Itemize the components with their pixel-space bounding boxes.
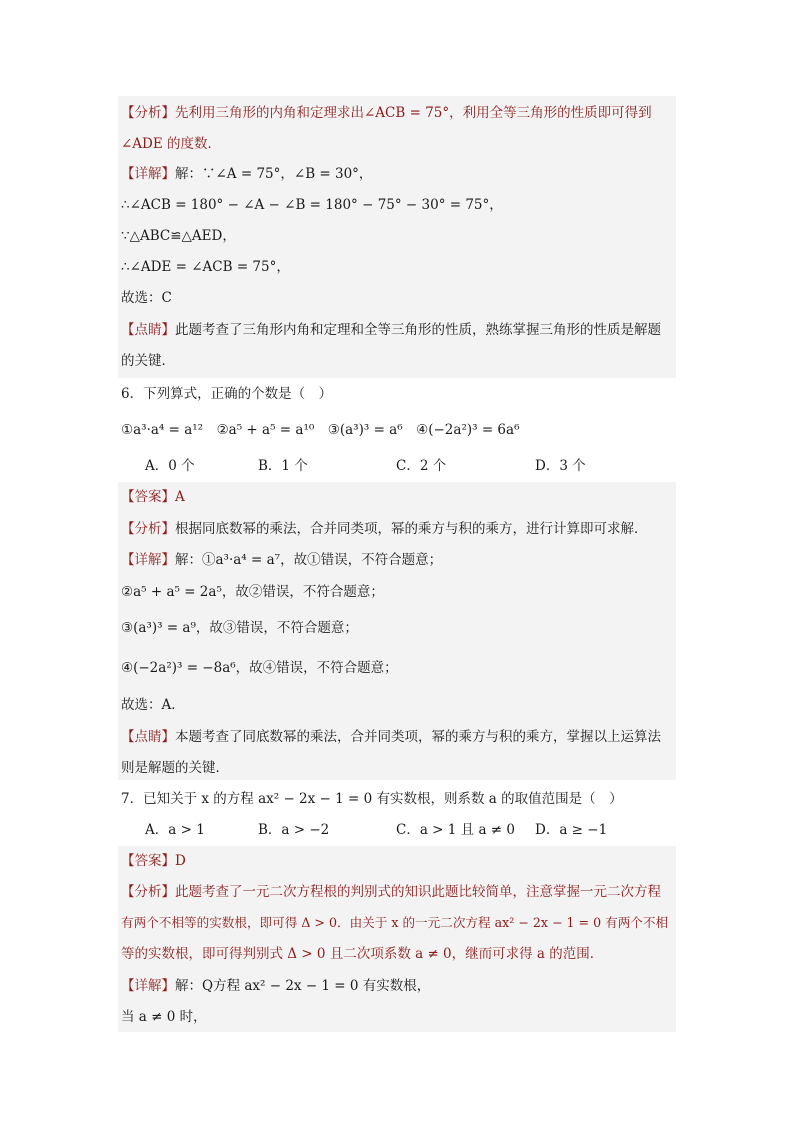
q5-detail-line-2: ∴∠ACB = 180° − ∠A − ∠B = 180° − 75° − 30° = 75°，: [121, 197, 503, 213]
q5-choice: 故选：C: [121, 290, 172, 306]
analysis-tag: 【分析】: [121, 884, 175, 900]
q6-comment-line-1: [121, 727, 661, 747]
q6-detail-text-1: 解：①a³·a⁴ = a⁷，故①错误，不符合题意；: [175, 552, 443, 568]
q7-option-b: B．a > −2: [258, 822, 330, 838]
q6-stem: 6．下列算式，正确的个数是（ ）: [121, 386, 333, 402]
q5-detail-text-1: 解：∵∠A = 75°，∠B = 30°，: [175, 166, 373, 182]
q5-analysis-line-2: ∠ADE 的度数．: [121, 136, 222, 152]
q7-detail-line-1: [121, 976, 430, 996]
q5-comment-line-2: 的关键．: [121, 353, 175, 369]
q7-stem: 7．已知关于 x 的方程 ax² − 2x − 1 = 0 有实数根，则系数 a 的取值范围是（ ）: [121, 791, 623, 807]
comment-tag: 【点睛】: [121, 322, 175, 338]
answer-tag: 【答案】: [121, 489, 175, 505]
q5-analysis-text-1: 先利用三角形的内角和定理求出∠ACB = 75°，利用全等三角形的性质即可得到: [175, 105, 652, 121]
q7-solution-block: [118, 846, 676, 1032]
q7-option-d: D．a ≥ −1: [535, 822, 608, 838]
q6-option-a: A．0 个: [145, 458, 195, 474]
q7-detail-line-2: 当 a ≠ 0 时，: [121, 1009, 207, 1025]
detail-tag: 【详解】: [121, 978, 175, 994]
q5-comment-text-1: 此题考查了三角形内角和定理和全等三角形的性质，熟练掌握三角形的性质是解题: [175, 322, 661, 338]
q6-option-c: C．2 个: [396, 458, 447, 474]
q6-option-d: D．3 个: [535, 458, 586, 474]
q7-option-c: C．a > 1 且 a ≠ 0: [396, 822, 515, 838]
q6-option-b: B．1 个: [258, 458, 308, 474]
q6-comment-line-2: 则是解题的关键．: [121, 760, 229, 776]
q5-detail-line-1: [121, 164, 372, 184]
q7-option-a: A．a > 1: [145, 822, 205, 838]
q5-analysis-line-1: [121, 103, 652, 123]
comment-tag: 【点睛】: [121, 729, 175, 745]
q7-analysis-text-1: 此题考查了一元二次方程根的判别式的知识此题比较简单，注意掌握一元二次方程: [175, 884, 661, 900]
q6-detail-line-2: ②a⁵ + a⁵ = 2a⁵，故②错误，不符合题意；: [121, 584, 384, 600]
analysis-tag: 【分析】: [121, 105, 175, 121]
q6-choice: 故选：A．: [121, 697, 185, 713]
q6-detail-line-4: ④(−2a²)³ = −8a⁶，故④错误，不符合题意；: [121, 660, 398, 676]
q5-detail-line-3: ∵△ABC≌△AED，: [121, 228, 236, 244]
q7-answer-line: [121, 851, 186, 871]
q6-answer: A: [175, 489, 185, 505]
q6-detail-line-3: ③(a³)³ = a⁹，故③错误，不符合题意；: [121, 620, 358, 636]
q6-answer-line: [121, 487, 185, 507]
q5-comment-line-1: [121, 320, 661, 340]
q6-analysis-text: 根据同底数幂的乘法，合并同类项，幂的乘方与积的乘方，进行计算即可求解．: [175, 521, 648, 537]
q6-analysis-line: [121, 519, 648, 539]
q6-detail-line-1: [121, 550, 442, 570]
q7-analysis-line-3: 等的实数根，即可得判别式 Δ > 0 且二次项系数 a ≠ 0，继而可求得 a 的范围．: [121, 946, 604, 962]
analysis-tag: 【分析】: [121, 521, 175, 537]
q7-detail-text-1: 解：Q方程 ax² − 2x − 1 = 0 有实数根，: [175, 978, 431, 994]
q7-analysis-line-2: 有两个不相等的实数根，即可得 Δ > 0．由关于 x 的一元二次方程 ax² − 2x − 1 = 0 有两个不相: [121, 915, 669, 930]
q7-analysis-line-1: [121, 882, 661, 902]
q7-answer: D: [175, 853, 186, 869]
q5-detail-line-4: ∴∠ADE = ∠ACB = 75°，: [121, 259, 290, 275]
detail-tag: 【详解】: [121, 552, 175, 568]
q6-comment-text-1: 本题考查了同底数幂的乘法，合并同类项，幂的乘方与积的乘方，掌握以上运算法: [175, 729, 661, 745]
answer-tag: 【答案】: [121, 853, 175, 869]
q6-items: ①a³·a⁴ = a¹² ②a⁵ + a⁵ = a¹⁰ ③(a³)³ = a⁶ ④(−2a²)³ = 6a⁶: [121, 422, 520, 438]
detail-tag: 【详解】: [121, 166, 175, 182]
